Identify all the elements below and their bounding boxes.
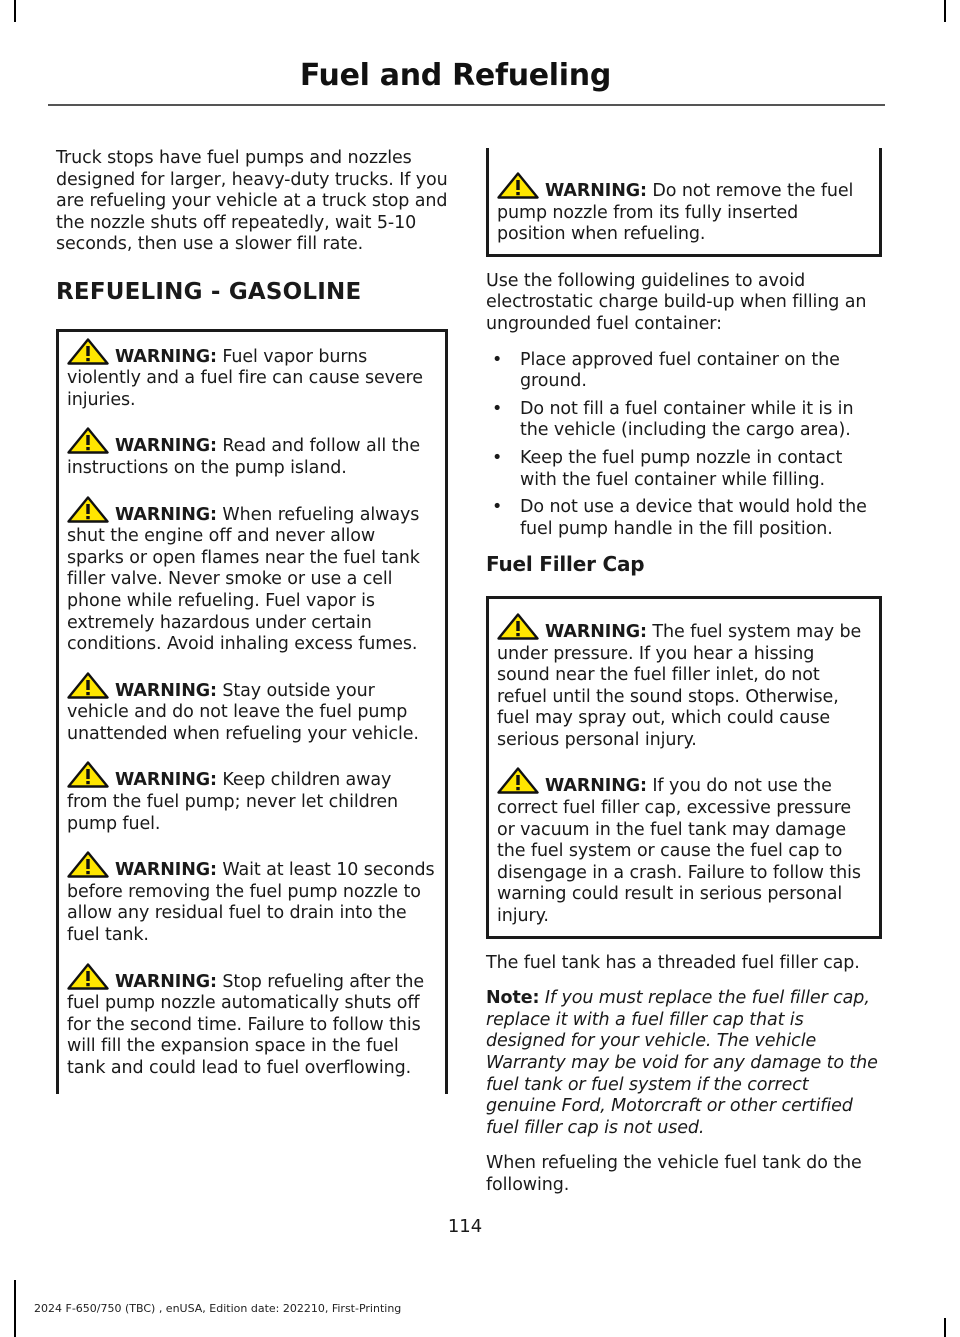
warning-text: The fuel system may be under pressure. If you hear a hissing sound near the fuel filler inlet, do not refuel until the sound stops. Otherwise, fuel may spray out, which could cause serious personal injury. — [497, 621, 862, 750]
warning-text: When refueling always shut the engine off and never allow sparks or open flames near the fuel tank filler valve. Never smoke or use a cell phone while refueling. Fuel vapor is extremely hazardous under certain conditions. Avoid inhaling excess fumes. — [67, 504, 420, 655]
page-number: 114 — [447, 1216, 483, 1237]
warning-text: Read and follow all the instructions on the pump island. — [67, 436, 421, 478]
note-text: If you must replace the fuel filler cap, replace it with a fuel filler cap that is designed for your vehicle. The vehicle Warranty may be void for any damage to the fuel tank or fuel system if the correct genuine Ford, Motorcraft or other certified fuel filler cap is not used. — [486, 988, 878, 1138]
filler-cap-text: The fuel tank has a threaded fuel filler cap. — [486, 952, 860, 973]
page-title: Fuel and Refueling — [299, 58, 611, 93]
nozzle-warning-box — [486, 148, 882, 257]
guidelines-list — [486, 350, 882, 541]
warning-triangle-icon — [497, 172, 539, 199]
bullet: • — [492, 398, 503, 419]
warning-item — [67, 338, 437, 412]
warning-triangle-icon — [67, 672, 109, 699]
warning-text: Stay outside your vehicle and do not leave the fuel pump unattended when refueling your vehicle. — [67, 680, 419, 744]
warning-item — [67, 672, 437, 746]
subheading: Fuel Filler Cap — [486, 552, 645, 577]
warning-text: Stop refueling after the fuel pump nozzle automatically shuts off for the second time. Failure to follow this will fill the expansion space in the fuel tank and could lead to fuel overflowing. — [67, 971, 425, 1078]
list-item: • Do not fill a fuel container while it is in the vehicle (including the cargo area). — [492, 398, 854, 441]
warning-text: Fuel vapor burns violently and a fuel fire can cause severe injuries. — [67, 346, 423, 410]
warning-item — [497, 172, 871, 246]
warning-item — [497, 767, 871, 927]
warning-text: If you do not use the correct fuel filler cap, excessive pressure or vacuum in the fuel tank may damage the fuel system or cause the fuel cap to disengage in a crash. Failure to follow this warning could result in serious personal injury. — [497, 776, 861, 927]
warning-label: WARNING: — [115, 971, 217, 992]
footer-edition: 2024 F-650/750 (TBC) , enUSA, Edition date: 202210, First-Printing — [34, 1302, 402, 1315]
warning-triangle-icon — [67, 338, 109, 365]
list-item: • Do not use a device that would hold the fuel pump handle in the fill position. — [492, 497, 867, 539]
warning-label: WARNING: — [545, 181, 647, 201]
warning-label: WARNING: — [115, 504, 217, 525]
bullet: • — [492, 447, 503, 468]
warning-triangle-icon — [67, 963, 109, 990]
warning-label: WARNING: — [115, 346, 217, 367]
refueling-warning-box — [56, 329, 448, 1094]
warning-text: Keep children away from the fuel pump; never let children pump fuel. — [67, 770, 399, 834]
closing-paragraph: When refueling the vehicle fuel tank do the following. — [486, 1153, 862, 1195]
left-column — [56, 148, 448, 1094]
warning-item — [67, 851, 437, 946]
warning-text: Do not remove the fuel pump nozzle from its fully inserted position when refueling. — [497, 181, 854, 245]
list-item: • Keep the fuel pump nozzle in contact with the fuel container while filling. — [492, 447, 843, 490]
crop-mark-top-right — [944, 0, 946, 22]
warning-item — [67, 761, 437, 835]
warning-label: WARNING: — [545, 621, 647, 642]
filler-cap-warning-box — [486, 596, 882, 939]
warning-triangle-icon — [497, 613, 539, 640]
right-column — [486, 148, 882, 1211]
warning-label: WARNING: — [115, 860, 217, 881]
warning-label: WARNING: — [115, 680, 217, 701]
warning-item — [67, 963, 437, 1080]
warning-triangle-icon — [67, 761, 109, 788]
warning-triangle-icon — [67, 427, 109, 454]
warning-label: WARNING: — [115, 436, 217, 457]
warning-text: Wait at least 10 seconds before removing the fuel pump nozzle to allow any residual fuel to drain into the fuel tank. — [67, 860, 435, 946]
crop-mark-bottom-right — [944, 1318, 946, 1337]
bullet: • — [492, 349, 503, 370]
bullet: • — [492, 497, 503, 518]
note-label: Note: — [486, 988, 540, 1009]
warning-item — [497, 613, 871, 752]
warning-triangle-icon — [67, 496, 109, 523]
intro-paragraph: Truck stops have fuel pumps and nozzles designed for larger, heavy-duty trucks. If you are refueling your vehicle at a truck stop and the nozzle shuts off repeatedly, wait 5-10 seconds, then use a slower fill rate. — [56, 148, 448, 255]
crop-mark-bottom-left — [14, 1280, 16, 1337]
header-divider — [48, 104, 885, 106]
warning-label: WARNING: — [545, 776, 647, 797]
warning-triangle-icon — [67, 851, 109, 878]
section-heading: REFUELING - GASOLINE — [56, 278, 362, 305]
warning-triangle-icon — [497, 767, 539, 794]
warning-item — [67, 427, 437, 479]
crop-mark-top-left — [14, 0, 16, 22]
warning-item — [67, 496, 437, 656]
note-paragraph — [486, 988, 882, 1139]
list-item: • Place approved fuel container on the ground. — [492, 349, 840, 392]
guidelines-intro: Use the following guidelines to avoid electrostatic charge build-up when filling an ungrounded fuel container: — [486, 270, 867, 334]
warning-label: WARNING: — [115, 770, 217, 791]
